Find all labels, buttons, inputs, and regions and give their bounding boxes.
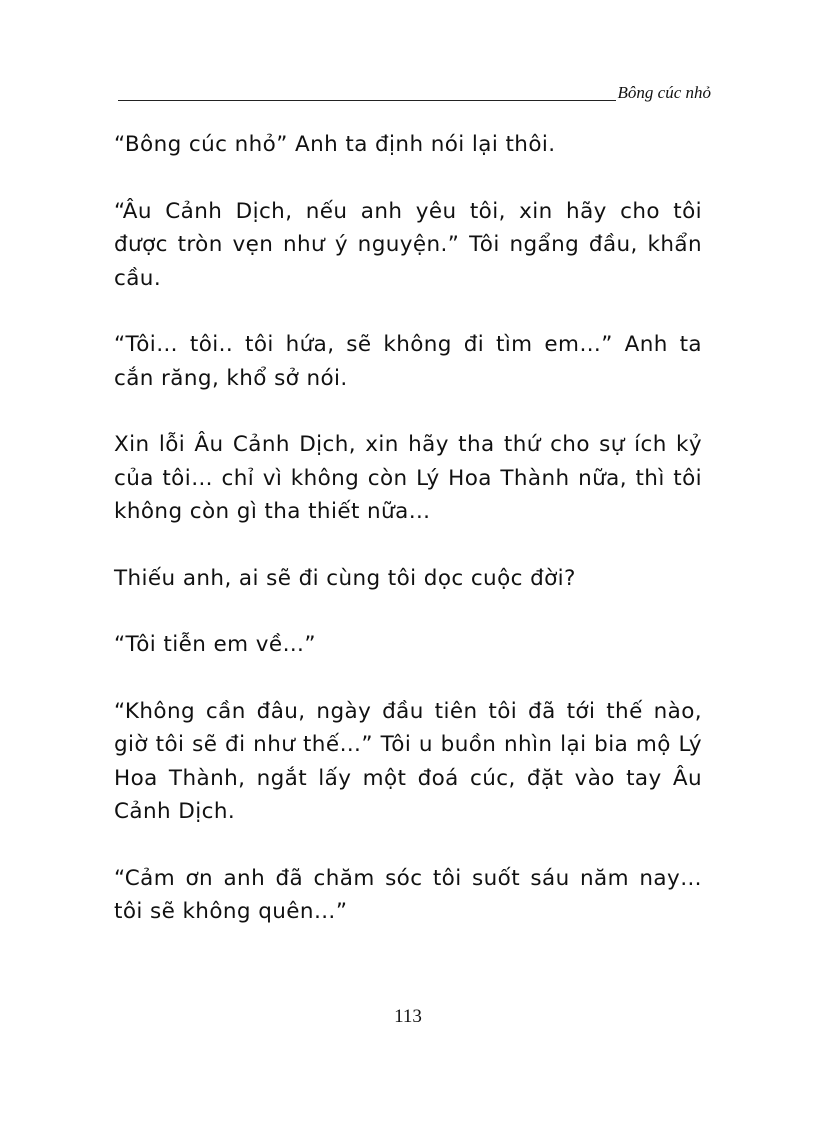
header-rule	[118, 100, 616, 101]
paragraph-7: “Không cần đâu, ngày đầu tiên tôi đã tới thế nào, giờ tôi sẽ đi như thế…” Tôi u buồn nhìn lại bia mộ Lý Hoa Thành, ngắt lấy một đoá cúc, đặt vào tay Âu Cảnh Dịch.	[114, 698, 702, 824]
paragraph-6: “Tôi tiễn em về…”	[114, 632, 316, 657]
header-book-title: Bông cúc nhỏ	[617, 83, 711, 102]
paragraph-2: “Âu Cảnh Dịch, nếu anh yêu tôi, xin hãy cho tôi được tròn vẹn như ý nguyện.” Tôi ngẩng đầu, khẩn cầu.	[114, 198, 702, 291]
page-number: 113	[394, 1006, 422, 1027]
paragraph-3: “Tôi… tôi.. tôi hứa, sẽ không đi tìm em…” Anh ta cắn răng, khổ sở nói.	[114, 332, 702, 391]
paragraph-8: “Cảm ơn anh đã chăm sóc tôi suốt sáu năm nay… tôi sẽ không quên…”	[114, 865, 702, 924]
paragraph-5: Thiếu anh, ai sẽ đi cùng tôi dọc cuộc đời?	[114, 565, 576, 591]
paragraph-4: Xin lỗi Âu Cảnh Dịch, xin hãy tha thứ cho sự ích kỷ của tôi… chỉ vì không còn Lý Hoa Thành nữa, thì tôi không còn gì tha thiết nữa…	[114, 432, 702, 524]
running-header	[118, 82, 711, 104]
paragraph-1: “Bông cúc nhỏ” Anh ta định nói lại thôi.	[114, 132, 556, 157]
chapter-body	[114, 128, 702, 962]
